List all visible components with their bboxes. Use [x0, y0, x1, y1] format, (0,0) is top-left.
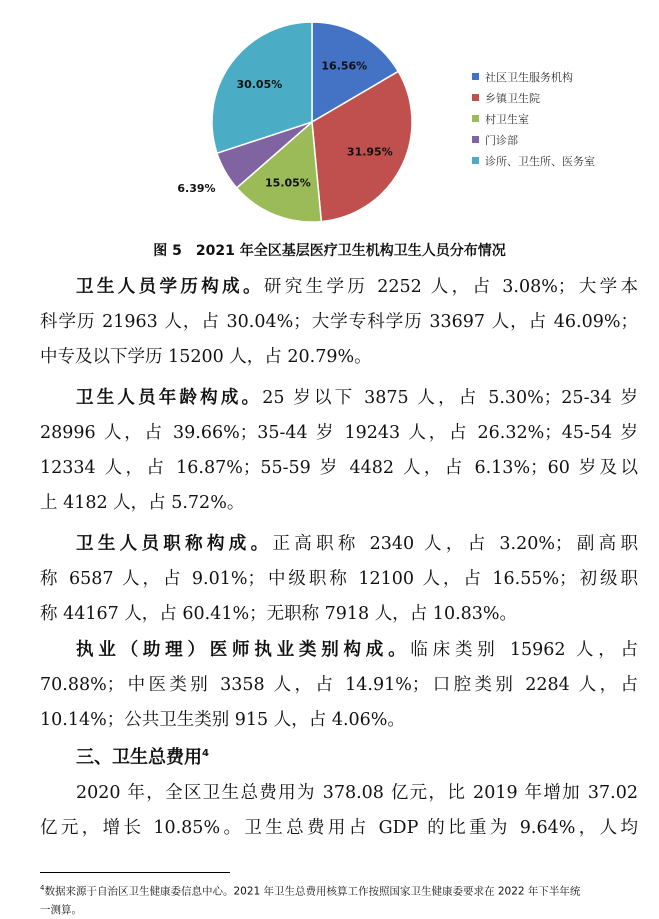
footnote-number: 4	[40, 884, 45, 892]
figure-caption: 图 5 2021 年全区基层医疗卫生机构卫生人员分布情况	[153, 243, 506, 259]
expense-line-1: 2020 年，全区卫生总费用为 378.08 亿元，比 2019 年增加 37.02	[76, 783, 638, 803]
pie-label-community: 16.56%	[321, 59, 368, 73]
chart-legend	[472, 66, 595, 171]
legend-label-village: 村卫生室	[485, 112, 529, 126]
footnote-line-1: 数据来源于自治区卫生健康委信息中心。2021 年卫生总费用核算工作按照国家卫生健康委要求在 2022 年下半年统	[44, 885, 581, 898]
pie-label-village: 15.05%	[265, 176, 311, 190]
title-rank-line-1: 卫生人员职称构成。正高职称 2340 人，占 3.20%；副高职	[76, 534, 638, 554]
age-line-1: 卫生人员年龄构成。25 岁以下 3875 人，占 5.30%；25-34 岁	[76, 388, 638, 408]
title-rank-line-2: 称 6587 人，占 9.01%；中级职称 12100 人，占 16.55%；初级职	[40, 569, 638, 589]
education-lead: 卫生人员学历构成。	[76, 277, 264, 297]
expense-line-2: 亿元，增长 10.85%。卫生总费用占 GDP 的比重为 9.64%，人均	[40, 818, 638, 838]
title-rank-lead: 卫生人员职称构成。	[76, 534, 273, 554]
legend-swatch-community	[472, 73, 479, 80]
paragraph-title-rank	[40, 527, 638, 597]
pie-label-clinic: 30.05%	[236, 77, 283, 91]
legend-label-township: 乡镇卫生院	[485, 91, 540, 105]
pie-chart-svg	[150, 0, 470, 232]
legend-item-community	[472, 66, 595, 87]
section-heading: 三、卫生总费用$^4$	[76, 747, 209, 768]
physician-line-1: 执业（助理）医师执业类别构成。临床类别 15962 人，占	[76, 640, 639, 660]
legend-label-outpatient: 门诊部	[485, 133, 518, 147]
education-line-3: 中专及以下学历 15200 人，占 20.79%。	[40, 347, 372, 367]
legend-label-clinic: 诊所、卫生所、医务室	[485, 154, 595, 168]
title-rank-line-3: 称 44167 人，占 60.41%；无职称 7918 人，占 10.83%。	[40, 604, 518, 624]
legend-swatch-clinic	[472, 157, 479, 164]
footnote-divider	[40, 872, 230, 873]
paragraph-physician	[40, 633, 638, 703]
legend-item-outpatient	[472, 129, 595, 150]
age-line-4: 上 4182 人，占 5.72%。	[40, 493, 245, 513]
legend-label-community: 社区卫生服务机构	[485, 70, 573, 84]
paragraph-expense	[40, 776, 638, 846]
physician-line-3: 10.14%；公共卫生类别 915 人，占 4.06%。	[40, 710, 405, 730]
footnote	[40, 879, 640, 919]
paragraph-education	[40, 270, 638, 340]
legend-swatch-village	[472, 115, 479, 122]
footnote-line-2: 一测算。	[40, 903, 82, 916]
legend-item-village	[472, 108, 595, 129]
education-line-1: 卫生人员学历构成。研究生学历 2252 人，占 3.08%；大学本	[76, 277, 639, 297]
physician-lead: 执业（助理）医师执业类别构成。	[76, 640, 411, 660]
pie-chart	[150, 0, 620, 232]
physician-line-2: 70.88%；中医类别 3358 人，占 14.91%；口腔类别 2284 人，占	[40, 675, 638, 695]
footnote-marker: 4	[202, 748, 209, 759]
legend-item-clinic	[472, 150, 595, 171]
legend-item-township	[472, 87, 595, 108]
pie-label-outpatient: 6.39%	[177, 181, 216, 195]
paragraph-age	[40, 381, 638, 486]
legend-swatch-outpatient	[472, 136, 479, 143]
pie-label-township: 31.95%	[346, 145, 393, 159]
age-line-3: 12334 人，占 16.87%；55-59 岁 4482 人，占 6.13%；60 岁及以	[40, 458, 638, 478]
age-lead: 卫生人员年龄构成。	[76, 388, 263, 408]
legend-swatch-township	[472, 94, 479, 101]
age-line-2: 28996 人，占 39.66%；35-44 岁 19243 人，占 26.32%；45-54 岁	[40, 423, 638, 443]
education-line-2: 科学历 21963 人，占 30.04%；大学专科学历 33697 人，占 46.09%；	[40, 312, 638, 332]
